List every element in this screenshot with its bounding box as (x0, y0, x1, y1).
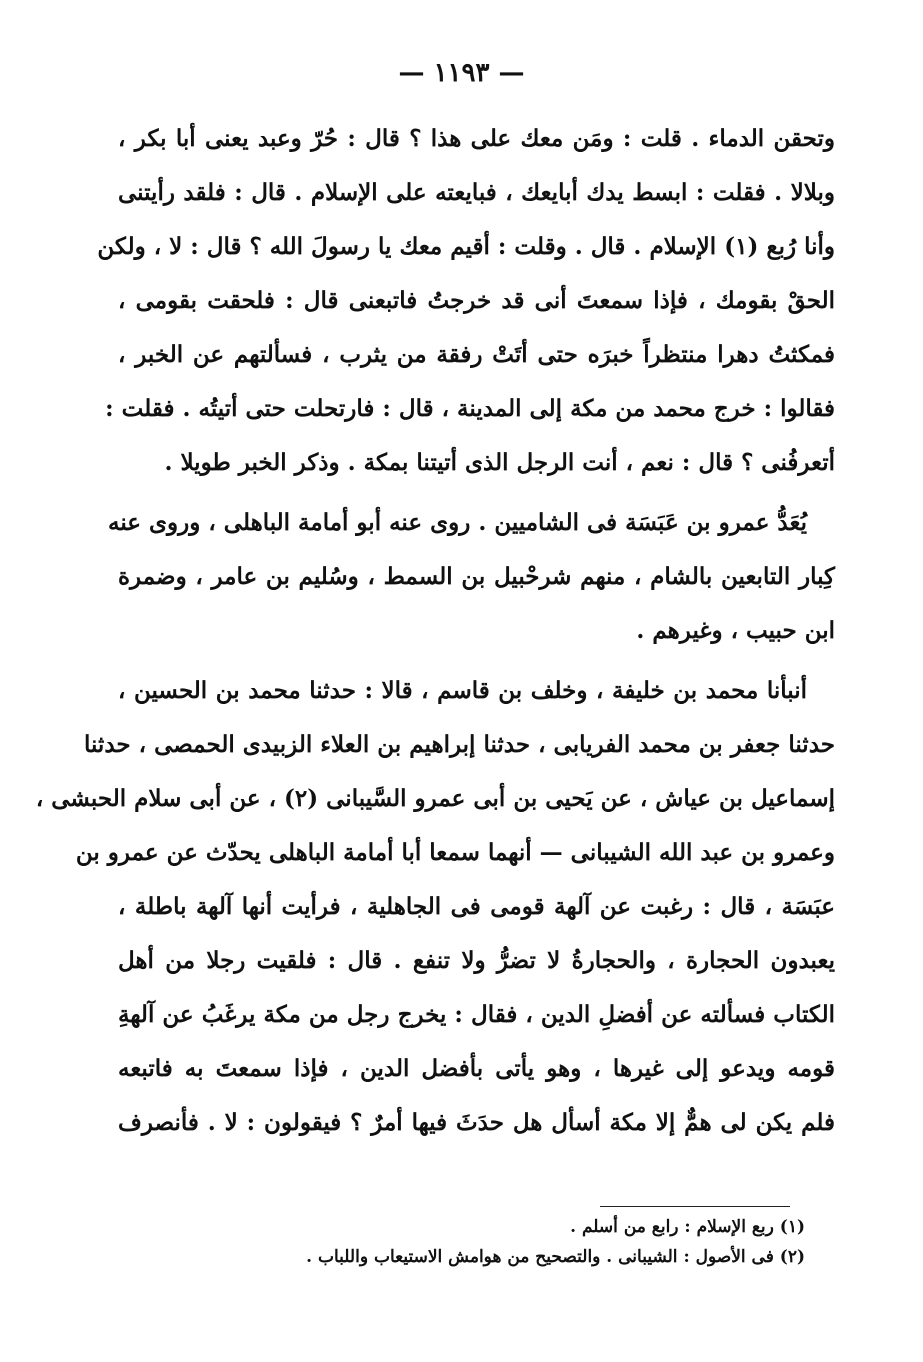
footnote: (١) ربع الإسلام : رابع من أسلم . (570, 1217, 805, 1237)
text-line: أنبأنا محمد بن خليفة ، وخلف بن قاسم ، قالا : حدثنا محمد بن الحسين ، (118, 677, 807, 704)
text-line: حدثنا جعفر بن محمد الفريابى ، حدثنا إبراهيم بن العلاء الزبيدى الحمصى ، حدثنا (83, 731, 835, 758)
text-line: قومه ويدعو إلى غيرها ، وهو يأتى بأفضل الدين ، فإذا سمعتَ به فاتبعه (118, 1055, 835, 1082)
text-line: ابن حبيب ، وغيرهم . (636, 617, 835, 644)
text-line: عبَسَة ، قال : رغبت عن آلهة قومى فى الجاهلية ، فرأيت أنها آلهة باطلة ، (118, 893, 835, 920)
text-line: فلم يكن لى همٌّ إلا مكة أسأل هل حدَثَ فيها أمرٌ ؟ فيقولون : لا . فأنصرف (118, 1109, 835, 1136)
text-line: الحقْ بقومك ، فإذا سمعتَ أنى قد خرجتُ فاتبعنى قال : فلحقت بقومى ، (118, 287, 835, 314)
text-line: وأنا رُبع (١) الإسلام . قال . وقلت : أقيم معك يا رسولَ الله ؟ قال : لا ، ولكن (97, 233, 835, 260)
text-line: الكتاب فسألته عن أفضلِ الدين ، فقال : يخرج رجل من مكة يرغَبُ عن آلهةِ (118, 1001, 835, 1028)
page-number: — ١١٩٣ — (398, 58, 525, 88)
text-line: أتعرفُنى ؟ قال : نعم ، أنت الرجل الذى أتيتنا بمكة . وذكر الخبر طويلا . (164, 449, 835, 476)
text-line: إسماعيل بن عياش ، عن يَحيى بن أبى عمرو السَّيبانى (٢) ، عن أبى سلام الحبشى ، (35, 785, 835, 812)
text-line: فمكثتُ دهرا منتظراً خبرَه حتى أتَتْ رفقة من يثرب ، فسألتهم عن الخبر ، (118, 341, 835, 368)
footnote: (٢) فى الأصول : الشيبانى . والتصحيح من هوامش الاستيعاب واللباب . (306, 1247, 805, 1267)
text-line: فقالوا : خرج محمد من مكة إلى المدينة ، قال : فارتحلت حتى أتيتُه . فقلت : (105, 395, 835, 422)
footnotes (118, 1212, 805, 1272)
text-line: وتحقن الدماء . قلت : ومَن معك على هذا ؟ قال : حُرّ وعبد يعنى أبا بكر ، (118, 125, 835, 152)
text-line: يُعَدُّ عمرو بن عَبَسَة فى الشاميين . روى عنه أبو أمامة الباهلى ، وروى عنه (108, 509, 807, 536)
body-text (35, 112, 835, 1150)
text-line: وعمرو بن عبد الله الشيبانى — أنهما سمعا أبا أمامة الباهلى يحدّث عن عمرو بن (75, 839, 835, 866)
text-line: يعبدون الحجارة ، والحجارةُ لا تضرُّ ولا تنفع . قال : فلقيت رجلا من أهل (118, 947, 835, 974)
text-line: وبلالا . فقلت : ابسط يدك أبايعك ، فبايعته على الإسلام . قال : فلقد رأيتنى (118, 179, 835, 206)
text-line: كِبار التابعين بالشام ، منهم شرحْبيل بن السمط ، وسُليم بن عامر ، وضمرة (118, 563, 835, 590)
footnote-divider (600, 1206, 790, 1207)
